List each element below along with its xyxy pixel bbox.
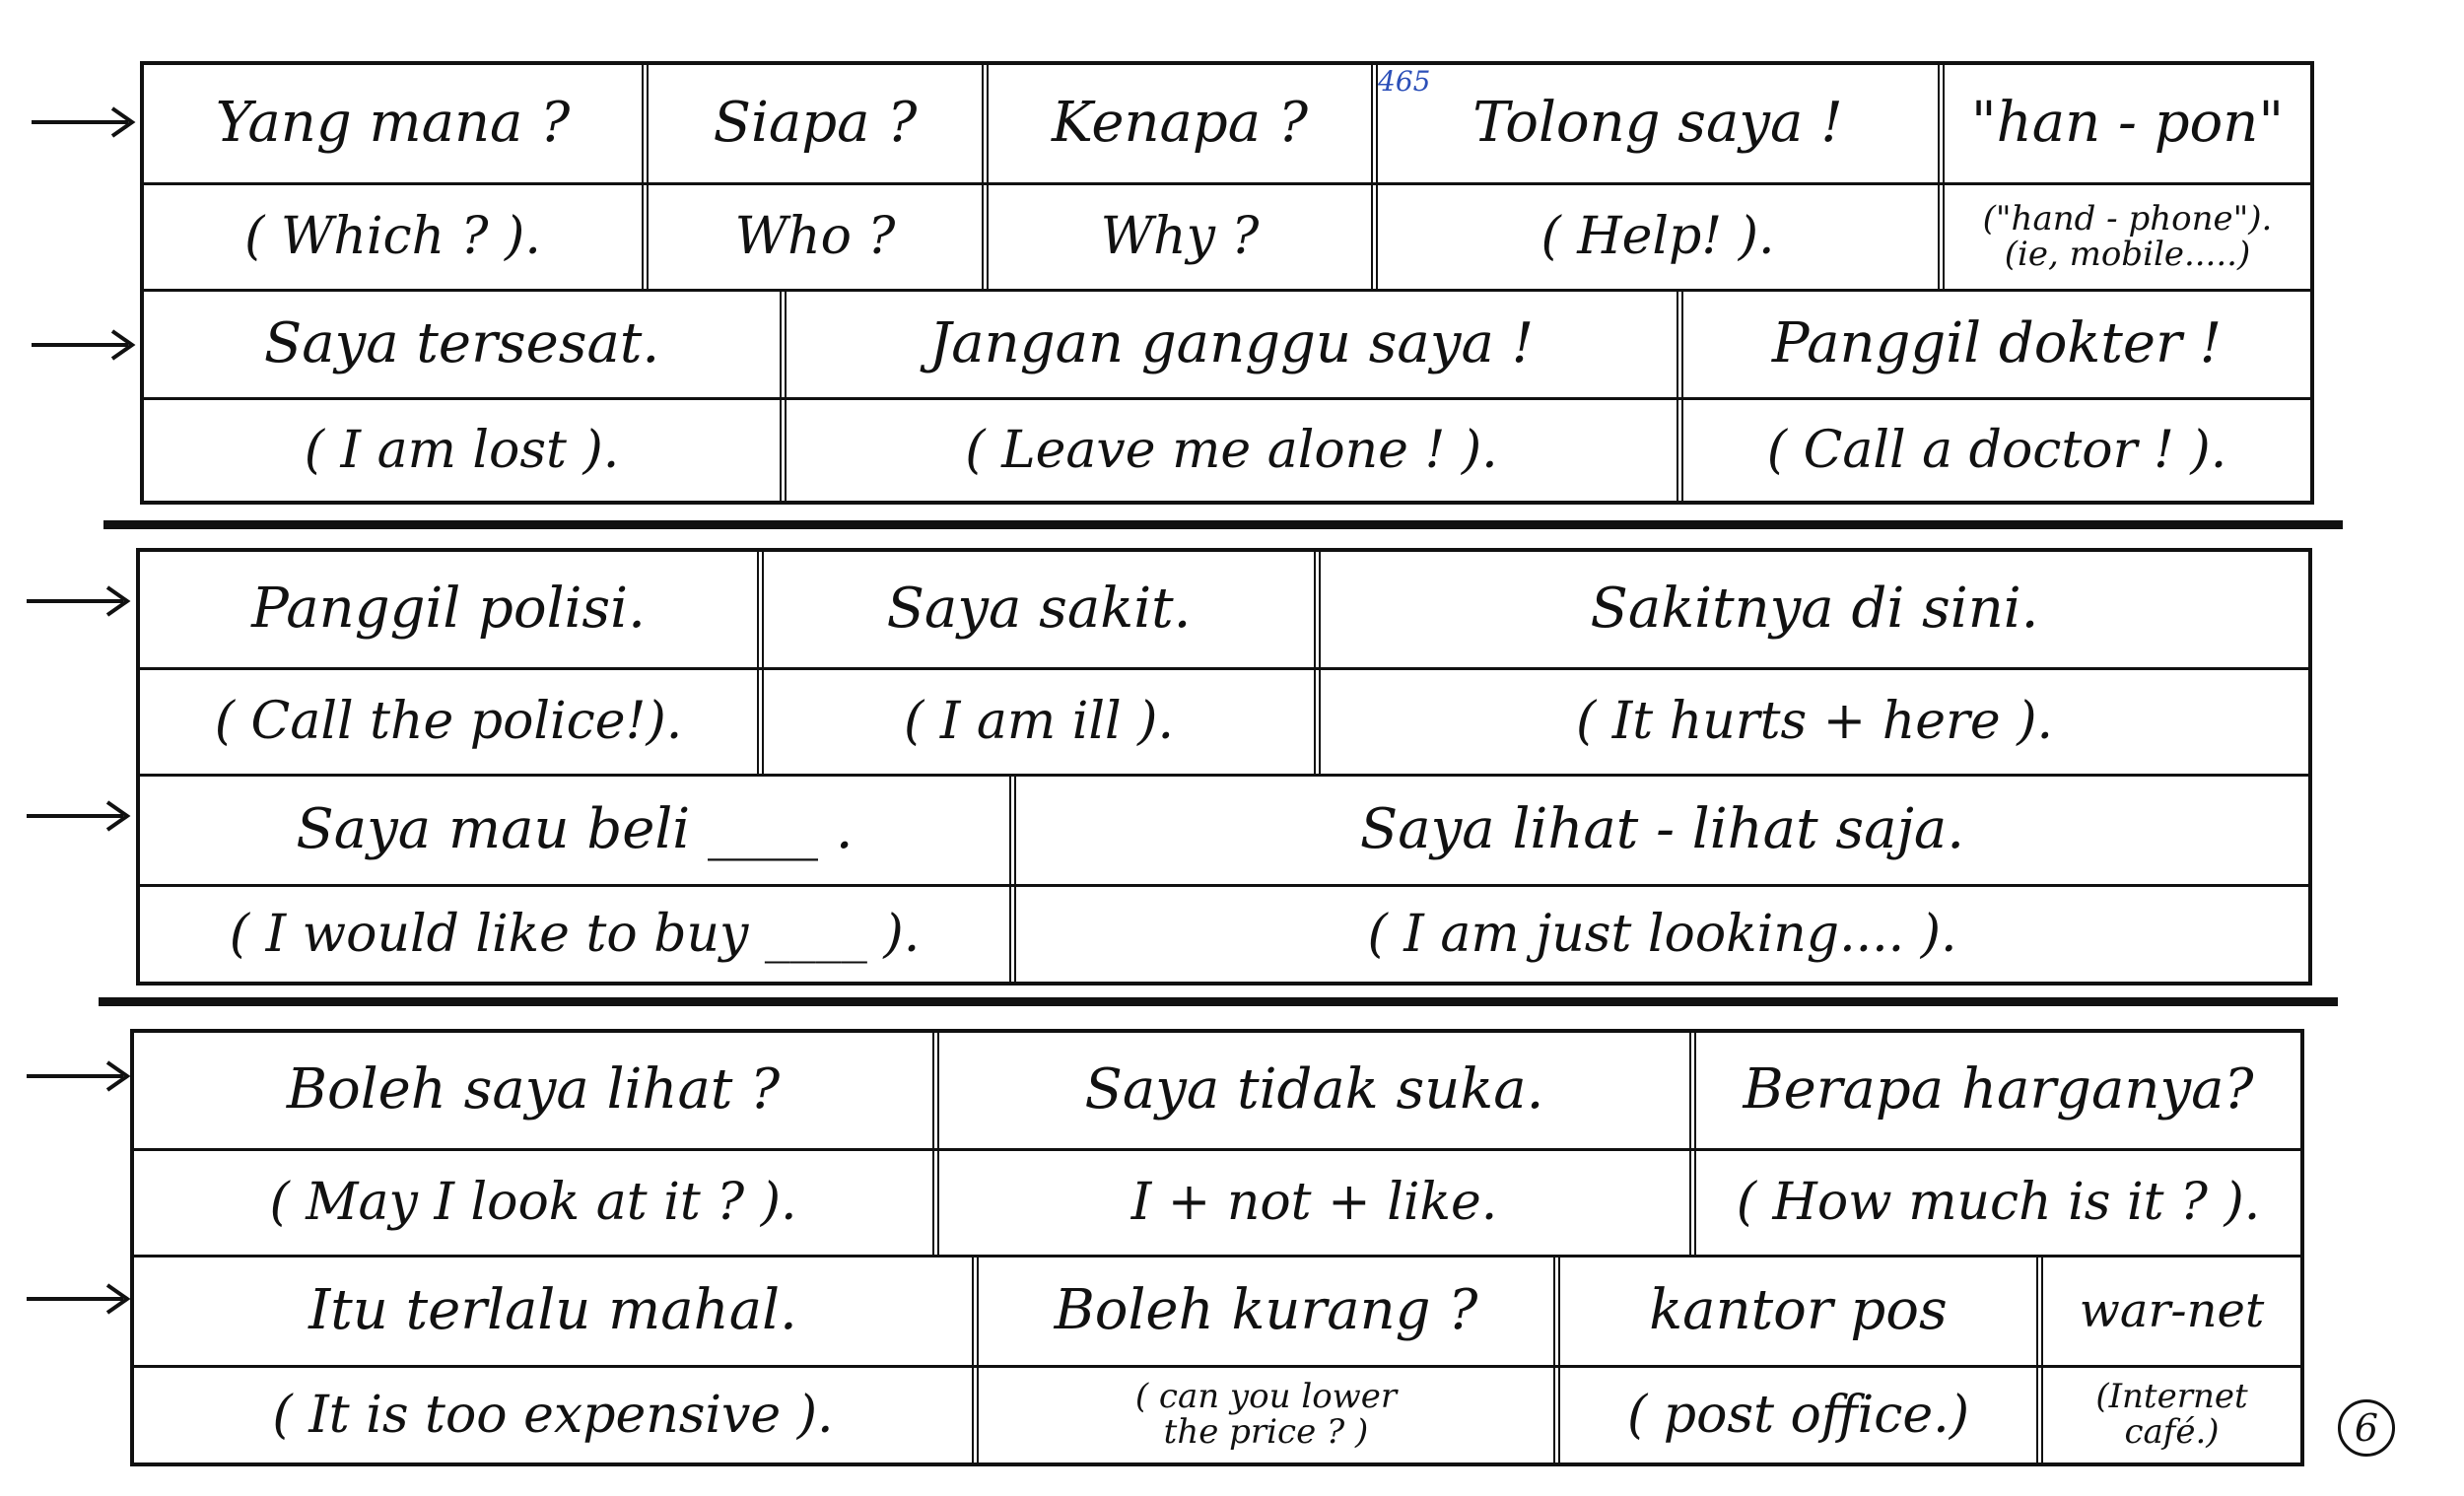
- arrow-icon: [30, 102, 138, 142]
- phrase-cell: Jangan ganggu saya !: [780, 292, 1677, 397]
- phrase-cell: kantor pos: [1553, 1258, 2036, 1365]
- phrase-cell: Saya mau beli ____ .: [296, 797, 854, 862]
- translation-row: [144, 400, 2310, 501]
- phrase-cell: war-net: [2036, 1258, 2300, 1365]
- translation-row: [134, 1368, 2300, 1462]
- phrase-table-1: [140, 61, 2314, 505]
- page-note: 465: [1378, 65, 1431, 98]
- arrow-icon: [25, 1056, 133, 1096]
- phrase-cell: Saya tidak suka.: [932, 1033, 1689, 1148]
- translation-cell: ( post office.): [1553, 1368, 2036, 1462]
- translation-row: [144, 185, 2310, 292]
- phrase-cell: "han - pon": [1938, 65, 2310, 182]
- phrase-row: [144, 65, 2310, 185]
- translation-cell: I + not + like.: [932, 1151, 1689, 1255]
- translation-cell: ( I am lost ).: [304, 420, 620, 480]
- translation-cell: ( May I look at it ? ).: [269, 1173, 797, 1233]
- translation-row: [140, 887, 2308, 982]
- section-divider: [103, 520, 2343, 529]
- arrow-icon: [25, 1279, 133, 1319]
- translation-cell: ( can you lower the price ? ): [972, 1368, 1553, 1462]
- phrase-cell: Siapa ?: [642, 65, 982, 182]
- phrase-row: [144, 292, 2310, 400]
- phrase-row: [140, 777, 2308, 887]
- phrase-cell: Yang mana ?: [215, 91, 571, 156]
- phrase-cell: Tolong saya !: [1371, 65, 1938, 182]
- phrase-row: [134, 1033, 2300, 1151]
- arrow-icon: [30, 325, 138, 365]
- phrase-row: [140, 552, 2308, 670]
- phrase-cell: Panggil polisi.: [251, 577, 646, 642]
- translation-cell: ( How much is it ? ).: [1689, 1151, 2300, 1255]
- translation-cell: ( Call the police!).: [214, 692, 683, 752]
- phrase-table-2: [136, 548, 2312, 986]
- phrase-cell: Berapa harganya?: [1689, 1033, 2300, 1148]
- translation-cell: ( Which ? ).: [244, 207, 541, 267]
- phrase-cell: Boleh saya lihat ?: [286, 1057, 781, 1122]
- phrase-cell: Panggil dokter !: [1677, 292, 2310, 397]
- translation-cell: ( Call a doctor ! ).: [1677, 400, 2310, 501]
- translation-cell: ( I am just looking.... ).: [1009, 887, 2308, 982]
- phrase-cell: Sakitnya di sini.: [1314, 552, 2308, 667]
- translation-cell: ( Leave me alone ! ).: [780, 400, 1677, 501]
- page-number: 6: [2338, 1399, 2395, 1457]
- translation-cell: ( Help! ).: [1371, 185, 1938, 289]
- phrase-row: [134, 1258, 2300, 1368]
- phrase-cell: Saya tersesat.: [263, 311, 660, 376]
- translation-cell: ( I would like to buy ____ ).: [229, 904, 921, 964]
- translation-cell: (Internet café.): [2036, 1368, 2300, 1462]
- translation-row: [134, 1151, 2300, 1258]
- phrase-table-3: [130, 1029, 2304, 1466]
- arrow-icon: [25, 581, 133, 621]
- translation-cell: ( I am ill ).: [757, 670, 1314, 774]
- translation-row: [140, 670, 2308, 777]
- translation-cell: ( It is too expensive ).: [272, 1385, 834, 1445]
- section-divider: [99, 997, 2338, 1006]
- phrase-cell: Saya lihat - lihat saja.: [1009, 777, 2308, 884]
- phrase-cell: Boleh kurang ?: [972, 1258, 1553, 1365]
- phrase-cell: Itu terlalu mahal.: [308, 1278, 797, 1343]
- translation-cell: Who ?: [642, 185, 982, 289]
- phrase-cell: Kenapa ?: [982, 65, 1371, 182]
- translation-cell: ("hand - phone"). (ie, mobile.....): [1938, 185, 2310, 289]
- arrow-icon: [25, 796, 133, 836]
- translation-cell: ( It hurts + here ).: [1314, 670, 2308, 774]
- phrase-cell: Saya sakit.: [757, 552, 1314, 667]
- translation-cell: Why ?: [982, 185, 1371, 289]
